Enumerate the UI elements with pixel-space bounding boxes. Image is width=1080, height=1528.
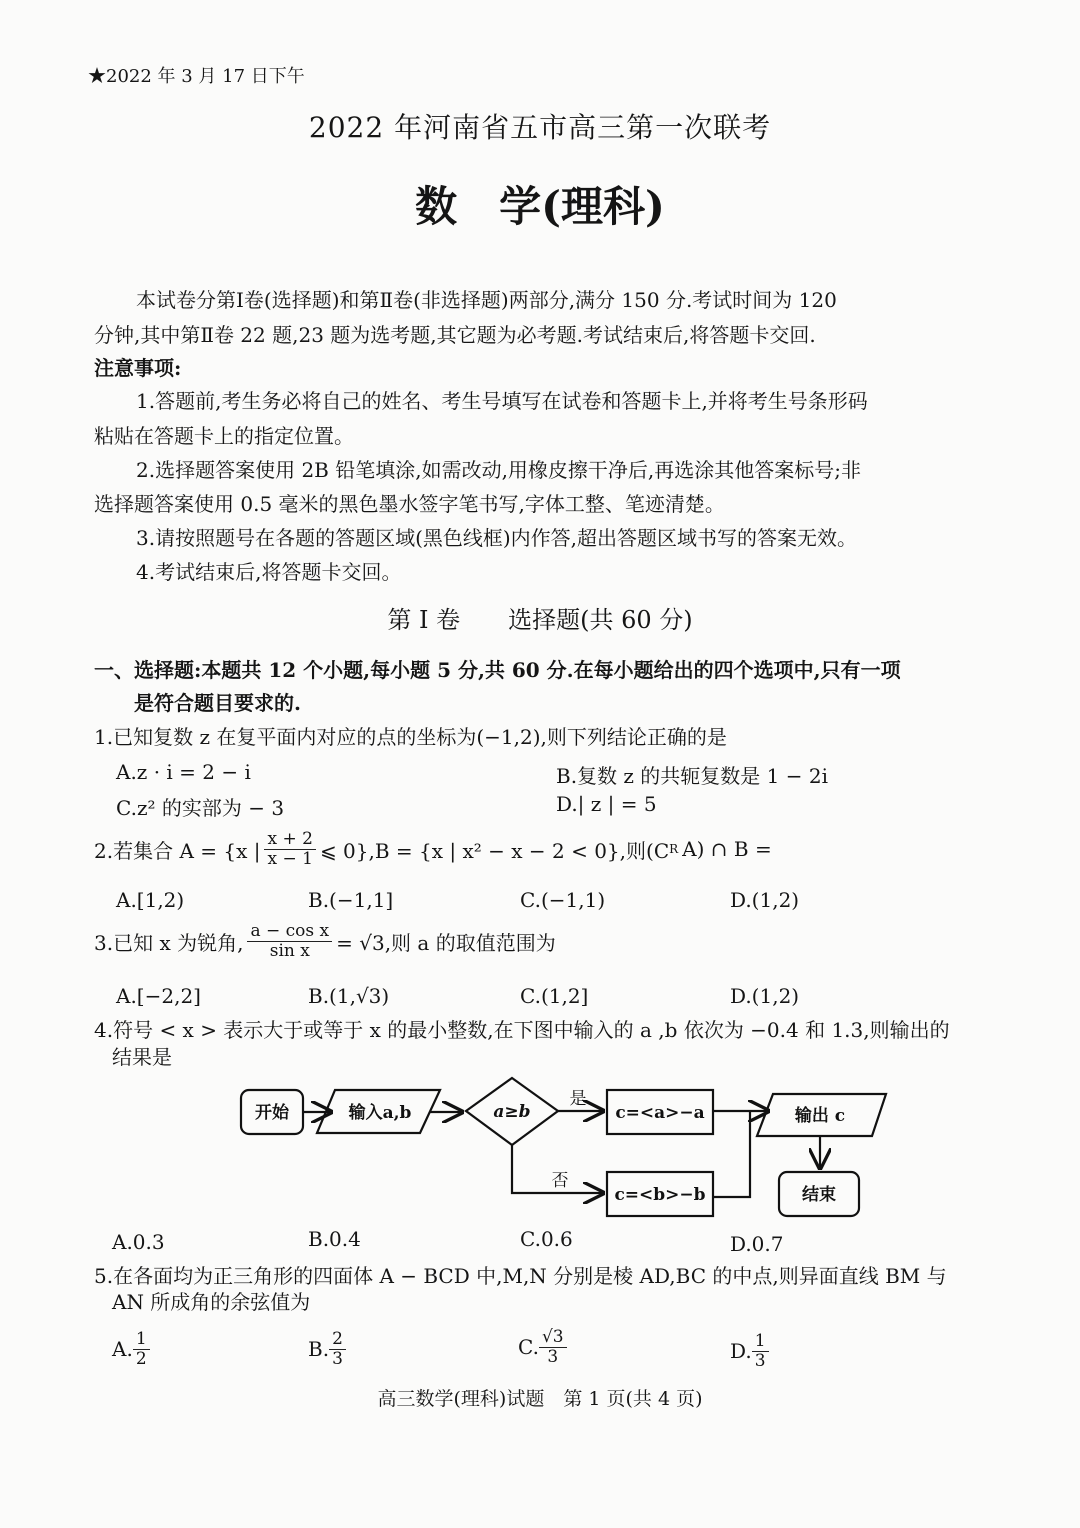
q2-stem-end: A) ∩ B =: [682, 837, 772, 862]
numerator: x + 2: [264, 830, 315, 850]
numerator: 2: [329, 1330, 346, 1350]
q4-option-a: A.0.3: [112, 1230, 165, 1254]
option-label: D.: [730, 1339, 752, 1364]
q3-option-a: A.[−2,2]: [116, 984, 201, 1008]
denominator: 2: [135, 1348, 147, 1369]
notice-item: 粘贴在答题卡上的指定位置。: [94, 424, 354, 448]
option-label: A.: [112, 1337, 133, 1362]
notice-item: 2.选择题答案使用 2B 铅笔填涂,如需改动,用橡皮擦干净后,再选涂其他答案标号;非: [136, 458, 862, 482]
option-label: C.: [518, 1335, 539, 1360]
q2-option-d: D.(1,2): [730, 888, 800, 912]
numerator: a − cos x: [247, 922, 332, 942]
q4-option-c: C.0.6: [520, 1227, 573, 1251]
subject-title: 数 学(理科): [415, 182, 665, 231]
question-5-stem: AN 所成角的余弦值为: [112, 1290, 311, 1314]
start-label: 开始: [255, 1103, 289, 1123]
condition-label: a≥b: [493, 1102, 531, 1122]
yes-label: 是: [569, 1089, 587, 1109]
q2-stem-post: ⩽ 0},B = {x | x² − x − 2 < 0},则(C: [319, 838, 670, 863]
q3-option-b: B.(1,√3): [308, 984, 390, 1008]
q3-option-c: C.(1,2]: [520, 984, 589, 1008]
notice-item: 3.请按照题号在各题的答题区域(黑色线框)内作答,超出答题区域书写的答案无效。: [136, 526, 858, 550]
question-5-stem: 5.在各面均为正三角形的四面体 A − BCD 中,M,N 分别是棱 AD,BC 的中点,则异面直线 BM 与: [94, 1264, 947, 1288]
q2-subscript: R: [669, 842, 679, 857]
q3-stem-pre: 3.已知 x 为锐角,: [94, 930, 244, 955]
option-fraction: [133, 1330, 150, 1368]
numerator: 1: [752, 1332, 769, 1352]
date-note: ★2022 年 3 月 17 日下午: [88, 66, 305, 87]
denominator: 3: [547, 1346, 559, 1367]
q4-option-d: D.0.7: [730, 1232, 784, 1256]
section-title: 第 Ⅰ 卷 选择题(共 60 分): [387, 606, 693, 634]
denominator: 3: [332, 1348, 343, 1369]
numerator: √3: [539, 1328, 567, 1348]
denominator: sin x: [269, 940, 310, 961]
q4-option-b: B.0.4: [308, 1227, 361, 1251]
q1-option-d: D.| z | = 5: [556, 792, 657, 816]
option-fraction: [539, 1328, 567, 1366]
end-label: 结束: [802, 1185, 836, 1205]
question-1-stem: 1.已知复数 z 在复平面内对应的点的坐标为(−1,2),则下列结论正确的是: [94, 725, 727, 749]
intro-line: 分钟,其中第Ⅱ卷 22 题,23 题为选考题,其它题为必考题.考试结束后,将答题卡交回.: [94, 323, 816, 347]
q2-option-c: C.(−1,1): [520, 888, 606, 912]
output-label: 输出 c: [794, 1106, 846, 1126]
option-fraction: [752, 1332, 769, 1370]
notice-item: 1.答题前,考生务必将自己的姓名、考生号填写在试卷和答题卡上,并将考生号条形码: [136, 389, 868, 413]
q1-option-b: B.复数 z 的共轭复数是 1 − 2i: [556, 764, 828, 788]
section-instructions: 一、选择题:本题共 12 个小题,每小题 5 分,共 60 分.在每小题给出的四个选项中,只有一项: [94, 658, 901, 682]
q5-option-c: [518, 1328, 567, 1366]
q3-option-d: D.(1,2): [730, 984, 800, 1008]
q5-option-b: [308, 1330, 346, 1368]
numerator: 1: [133, 1330, 150, 1350]
q2-option-b: B.(−1,1]: [308, 888, 394, 912]
question-4-stem: 4.符号 < x > 表示大于或等于 x 的最小整数,在下图中输入的 a ,b 依次为 −0.4 和 1.3,则输出的: [94, 1018, 950, 1042]
q2-option-a: A.[1,2): [116, 888, 185, 912]
no-label: 否: [551, 1171, 569, 1191]
q2-stem-pre: 2.若集合 A = {x |: [94, 838, 261, 863]
exam-title: 2022 年河南省五市高三第一次联考: [308, 111, 772, 144]
option-label: B.: [308, 1337, 330, 1362]
q5-option-d: [730, 1332, 769, 1370]
notice-item: 4.考试结束后,将答题卡交回。: [136, 560, 402, 584]
q1-option-a: A.z · i = 2 − i: [116, 760, 251, 784]
denominator: 3: [754, 1350, 766, 1371]
page-footer: 高三数学(理科)试题 第 1 页(共 4 页): [377, 1388, 703, 1410]
q3-stem-post: = √3,则 a 的取值范围为: [336, 930, 556, 955]
intro-line: 本试卷分第Ⅰ卷(选择题)和第Ⅱ卷(非选择题)两部分,满分 150 分.考试时间为 120: [136, 288, 837, 312]
denominator: x − 1: [267, 848, 313, 869]
q1-option-c: C.z² 的实部为 − 3: [116, 796, 285, 820]
no-process-label: c=<b>−b: [614, 1185, 706, 1205]
input-label: 输入a,b: [348, 1103, 412, 1123]
section-instructions: 是符合题目要求的.: [134, 691, 301, 715]
notice-item: 选择题答案使用 0.5 毫米的黑色墨水签字笔书写,字体工整、笔迹清楚。: [94, 492, 725, 516]
q5-option-a: [112, 1330, 150, 1368]
yes-process-label: c=<a>−a: [615, 1103, 705, 1123]
question-4-stem: 结果是: [112, 1045, 172, 1069]
notice-title: 注意事项:: [94, 356, 182, 380]
option-fraction: [329, 1330, 346, 1368]
